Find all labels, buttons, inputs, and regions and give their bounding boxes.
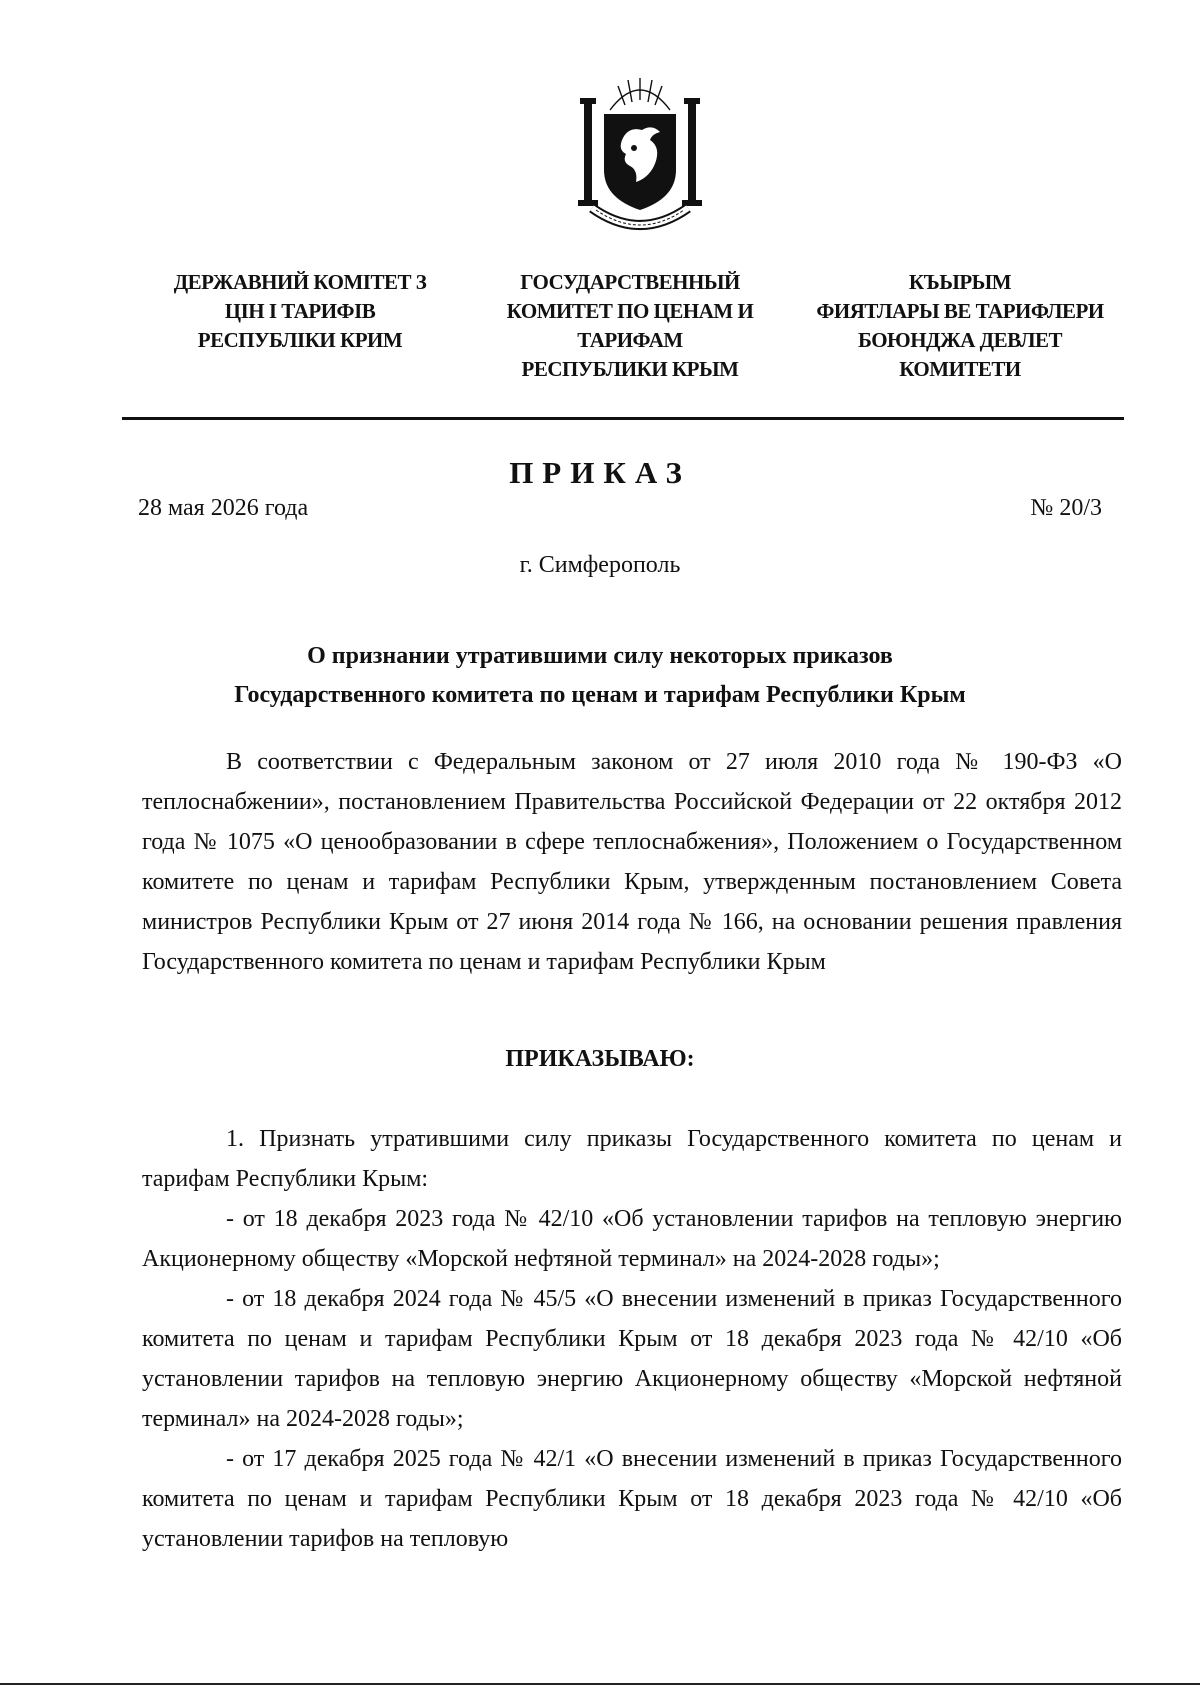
header-ru-line: ТАРИФАМ — [577, 328, 683, 352]
item-paragraph: - от 18 декабря 2024 года № 45/5 «О внесении изменений в приказ Государственного комитета по ценам и тарифам Республики Крым от 18 декабря 2023 года № 42/10 «Об установлении тарифов на тепловую энергию Акционерному обществу «Морской нефтяной терминал» на 2024-2028 годы»; — [142, 1286, 1122, 1432]
header-crimean-tatar — [800, 268, 1120, 384]
item-paragraph: 1. Признать утратившими силу приказы Государственного комитета по ценам и тарифам Республики Крым: — [142, 1126, 1122, 1192]
document-type-title: ПРИКАЗ — [509, 455, 691, 490]
crimea-coat-of-arms-icon — [570, 70, 710, 238]
order-heading: ПРИКАЗЫВАЮ: — [505, 1046, 695, 1072]
preamble-block — [142, 742, 1122, 982]
header-divider — [122, 417, 1124, 420]
document-date: 28 мая 2026 года — [138, 495, 309, 521]
header-cr-line: КОМИТЕТИ — [899, 357, 1021, 381]
document-subject — [0, 637, 1200, 715]
header-cr-line: ФИЯТЛАРЫ ВЕ ТАРИФЛЕРИ — [816, 299, 1104, 323]
header-ukrainian — [150, 268, 450, 355]
header-ua-line: ЦІН І ТАРИФІВ — [224, 299, 376, 323]
header-ru-line: РЕСПУБЛИКИ КРЫМ — [521, 357, 739, 381]
header-ua-line: ДЕРЖАВНИЙ КОМІТЕТ З — [173, 270, 427, 294]
header-ua-line: РЕСПУБЛІКИ КРИМ — [197, 328, 403, 352]
preamble-paragraph: В соответствии с Федеральным законом от 27 июля 2010 года № 190-ФЗ «О теплоснабжении», постановлением Правительства Российской Федерации от 22 октября 2012 года № 1075 «О ценообразовании в сфере теплоснабжения», Положением о Государственном комитете по ценам и тарифам Республики Крым, утвержденным постановлением Совета министров Республики Крым от 27 июня 2014 года № 166, на основании решения правления Государственного комитета по ценам и тарифам Республики Крым — [142, 749, 1122, 975]
header-ru-line: КОМИТЕТ ПО ЦЕНАМ И — [506, 299, 754, 323]
item-paragraph: - от 18 декабря 2023 года № 42/10 «Об установлении тарифов на тепловую энергию Акционерному обществу «Морской нефтяной терминал» на 2024-2028 годы»; — [142, 1206, 1122, 1272]
header-russian — [470, 268, 790, 384]
order-items — [142, 1119, 1122, 1559]
document-number: № 20/3 — [1030, 495, 1102, 521]
subject-line: О признании утратившими силу некоторых приказов — [307, 643, 893, 669]
item-paragraph: - от 17 декабря 2025 года № 42/1 «О внесении изменений в приказ Государственного комитета по ценам и тарифам Республики Крым от 18 декабря 2023 года № 42/10 «Об установлении тарифов на тепловую — [142, 1446, 1122, 1552]
header-cr-line: БОЮНДЖА ДЕВЛЕТ — [857, 328, 1062, 352]
page-bottom-edge — [0, 1683, 1200, 1685]
subject-line: Государственного комитета по ценам и тарифам Республики Крым — [234, 682, 966, 708]
header-ru-line: ГОСУДАРСТВЕННЫЙ — [520, 270, 740, 294]
header-cr-line: КЪЫРЫМ — [908, 270, 1012, 294]
document-city: г. Симферополь — [519, 552, 681, 578]
